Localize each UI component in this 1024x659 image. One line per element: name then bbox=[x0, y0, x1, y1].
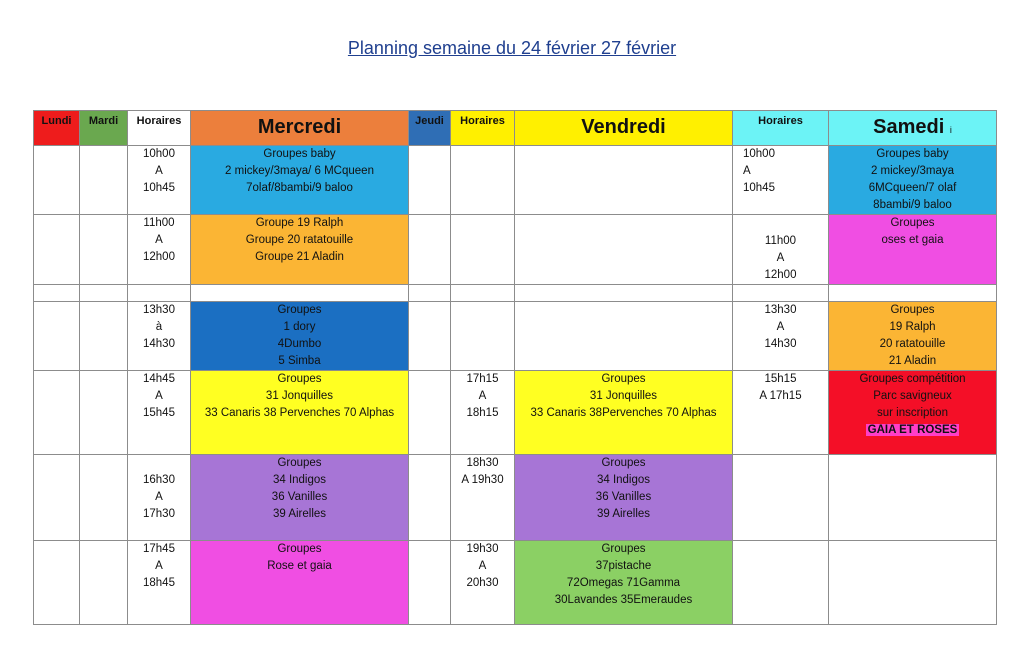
header-horaires-2: Horaires bbox=[451, 111, 515, 146]
time-line: A bbox=[155, 390, 163, 402]
time-line: A 17h15 bbox=[759, 390, 802, 402]
time-line: 11h00 bbox=[143, 217, 175, 229]
group-line: 5 Simba bbox=[278, 355, 321, 367]
samedi-time bbox=[733, 215, 829, 285]
time-line: A bbox=[155, 165, 163, 177]
vendredi-slot bbox=[515, 146, 733, 215]
time-line: 14h30 bbox=[143, 338, 175, 350]
vendredi-time bbox=[451, 455, 515, 541]
mercredi-time bbox=[128, 455, 191, 541]
samedi-mark: i bbox=[949, 125, 952, 135]
lundi-cell bbox=[34, 541, 80, 625]
group-line: Groupes bbox=[277, 304, 322, 316]
group-line: Groupes compétition bbox=[859, 373, 966, 385]
time-line: A bbox=[155, 491, 163, 503]
vendredi-slot bbox=[515, 455, 733, 541]
group-line: 33 Canaris 38Pervenches 70 Alphas bbox=[530, 407, 717, 419]
time-line: 17h45 bbox=[143, 543, 175, 555]
vendredi-time bbox=[451, 302, 515, 371]
jeudi-cell bbox=[409, 146, 451, 215]
time-line: A bbox=[743, 165, 751, 177]
lundi-cell bbox=[34, 371, 80, 455]
group-line: Groupes bbox=[277, 373, 322, 385]
group-line: Groupes bbox=[601, 457, 646, 469]
mercredi-time bbox=[128, 541, 191, 625]
group-line: 72Omegas 71Gamma bbox=[566, 577, 681, 589]
time-line: 10h00 bbox=[743, 148, 775, 160]
samedi-slot bbox=[829, 215, 997, 285]
mercredi-time bbox=[128, 215, 191, 285]
mardi-cell bbox=[80, 541, 128, 625]
mercredi-slot bbox=[191, 371, 409, 455]
header-horaires-3: Horaires bbox=[733, 111, 829, 146]
time-line: à bbox=[155, 321, 163, 333]
samedi-slot bbox=[829, 371, 997, 455]
time-line: 10h45 bbox=[143, 182, 175, 194]
vendredi-slot bbox=[515, 371, 733, 455]
samedi-time bbox=[733, 541, 829, 625]
header-lundi: Lundi bbox=[34, 111, 80, 146]
time-line: 17h30 bbox=[143, 508, 175, 520]
jeudi-cell bbox=[409, 541, 451, 625]
header-row bbox=[34, 111, 997, 146]
time-line: A bbox=[478, 560, 487, 572]
group-line: 30Lavandes 35Emeraudes bbox=[554, 594, 693, 606]
time-line: A bbox=[155, 234, 163, 246]
mercredi-time bbox=[128, 146, 191, 215]
time-line: 15h15 bbox=[764, 373, 797, 385]
samedi-slot bbox=[829, 455, 997, 541]
time-line: 13h30 bbox=[764, 304, 797, 316]
group-line: 39 Airelles bbox=[596, 508, 651, 520]
jeudi-cell bbox=[409, 371, 451, 455]
time-line: A bbox=[776, 252, 785, 264]
group-line: 6MCqueen/7 olaf bbox=[868, 182, 957, 194]
time-line: 11h00 bbox=[764, 235, 797, 247]
page-title: Planning semaine du 24 février 27 février bbox=[347, 38, 677, 58]
samedi-time bbox=[733, 455, 829, 541]
group-line: 31 Jonquilles bbox=[265, 390, 334, 402]
time-line: 18h30 bbox=[466, 457, 499, 469]
vendredi-time bbox=[451, 541, 515, 625]
time-line: 14h30 bbox=[764, 338, 797, 350]
mardi-cell bbox=[80, 302, 128, 371]
group-line: 21 Aladin bbox=[888, 355, 937, 367]
lundi-cell bbox=[34, 302, 80, 371]
table-row bbox=[34, 146, 997, 215]
table-row bbox=[34, 215, 997, 285]
lundi-cell bbox=[34, 146, 80, 215]
group-line: 39 Airelles bbox=[272, 508, 327, 520]
samedi-time bbox=[733, 302, 829, 371]
mercredi-time bbox=[128, 302, 191, 371]
group-line: Groupes bbox=[601, 373, 646, 385]
samedi-time bbox=[733, 371, 829, 455]
table-row bbox=[34, 302, 997, 371]
group-line: 34 Indigos bbox=[596, 474, 651, 486]
group-line: Parc savigneux bbox=[873, 390, 952, 402]
spacer-row bbox=[34, 285, 997, 302]
time-line: 12h00 bbox=[764, 269, 797, 281]
schedule-table bbox=[33, 110, 997, 625]
group-line: Groupes bbox=[601, 543, 646, 555]
highlight-badge: GAIA ET ROSES bbox=[867, 424, 958, 436]
mardi-cell bbox=[80, 455, 128, 541]
group-line: 1 dory bbox=[283, 321, 316, 333]
group-line: sur inscription bbox=[877, 407, 948, 419]
header-jeudi: Jeudi bbox=[409, 111, 451, 146]
mercredi-slot bbox=[191, 455, 409, 541]
samedi-slot bbox=[829, 302, 997, 371]
vendredi-time bbox=[451, 215, 515, 285]
vendredi-slot bbox=[515, 302, 733, 371]
table-row bbox=[34, 541, 997, 625]
samedi-time bbox=[733, 146, 829, 215]
header-samedi bbox=[829, 111, 997, 146]
group-line: Groupes bbox=[890, 217, 935, 229]
group-line: oses et gaia bbox=[881, 234, 944, 246]
group-line: 19 Ralph bbox=[889, 321, 936, 333]
group-line: 36 Vanilles bbox=[595, 491, 652, 503]
time-line: A bbox=[776, 321, 785, 333]
vendredi-time bbox=[451, 371, 515, 455]
mercredi-slot bbox=[191, 146, 409, 215]
group-line: Groupes baby bbox=[263, 148, 336, 160]
header-mercredi: Mercredi bbox=[191, 111, 409, 146]
mercredi-time bbox=[128, 371, 191, 455]
group-line: 7olaf/8bambi/9 baloo bbox=[246, 182, 353, 194]
group-line: Groupes bbox=[277, 543, 322, 555]
mercredi-slot bbox=[191, 302, 409, 371]
time-line: 14h45 bbox=[143, 373, 175, 385]
lundi-cell bbox=[34, 215, 80, 285]
samedi-slot bbox=[829, 146, 997, 215]
vendredi-time bbox=[451, 146, 515, 215]
group-line: 31 Jonquilles bbox=[589, 390, 658, 402]
time-line: 17h15 bbox=[466, 373, 499, 385]
group-line: Rose et gaia bbox=[267, 560, 332, 572]
samedi-slot bbox=[829, 541, 997, 625]
group-line: 2 mickey/3maya bbox=[870, 165, 955, 177]
header-mardi: Mardi bbox=[80, 111, 128, 146]
group-line: 20 ratatouille bbox=[879, 338, 946, 350]
time-line: 18h45 bbox=[143, 577, 175, 589]
time-line: 12h00 bbox=[143, 251, 175, 263]
jeudi-cell bbox=[409, 302, 451, 371]
group-line: Groupes bbox=[277, 457, 322, 469]
group-line: 34 Indigos bbox=[272, 474, 327, 486]
time-line: 18h15 bbox=[466, 407, 499, 419]
table-row bbox=[34, 455, 997, 541]
time-line: 13h30 bbox=[143, 304, 175, 316]
group-line: Groupe 20 ratatouille bbox=[245, 234, 354, 246]
mardi-cell bbox=[80, 215, 128, 285]
table-row bbox=[34, 371, 997, 455]
group-line: Groupes bbox=[890, 304, 935, 316]
group-line: 37pistache bbox=[595, 560, 652, 572]
time-line: A bbox=[155, 560, 163, 572]
time-line: 10h00 bbox=[143, 148, 175, 160]
vendredi-slot bbox=[515, 541, 733, 625]
group-line: 33 Canaris 38 Pervenches 70 Alphas bbox=[204, 407, 395, 419]
time-line: A bbox=[478, 390, 487, 402]
time-line: 19h30 bbox=[466, 543, 499, 555]
jeudi-cell bbox=[409, 455, 451, 541]
time-line: 10h45 bbox=[743, 182, 775, 194]
mardi-cell bbox=[80, 146, 128, 215]
mardi-cell bbox=[80, 371, 128, 455]
group-line: 36 Vanilles bbox=[271, 491, 328, 503]
header-vendredi: Vendredi bbox=[515, 111, 733, 146]
lundi-cell bbox=[34, 455, 80, 541]
time-line: 16h30 bbox=[143, 474, 175, 486]
group-line: 2 mickey/3maya/ 6 MCqueen bbox=[225, 165, 374, 177]
time-line: 20h30 bbox=[466, 577, 499, 589]
time-line: A 19h30 bbox=[461, 474, 504, 486]
group-line: 4Dumbo bbox=[277, 338, 322, 350]
time-line: 15h45 bbox=[143, 407, 175, 419]
vendredi-slot bbox=[515, 215, 733, 285]
group-line: 8bambi/9 baloo bbox=[873, 199, 952, 211]
mercredi-slot bbox=[191, 215, 409, 285]
mercredi-slot bbox=[191, 541, 409, 625]
header-horaires-1: Horaires bbox=[128, 111, 191, 146]
samedi-label: Samedi bbox=[873, 116, 945, 138]
jeudi-cell bbox=[409, 215, 451, 285]
group-line: Groupes baby bbox=[876, 148, 949, 160]
group-line: Groupe 21 Aladin bbox=[255, 251, 344, 263]
group-line: Groupe 19 Ralph bbox=[255, 217, 344, 229]
